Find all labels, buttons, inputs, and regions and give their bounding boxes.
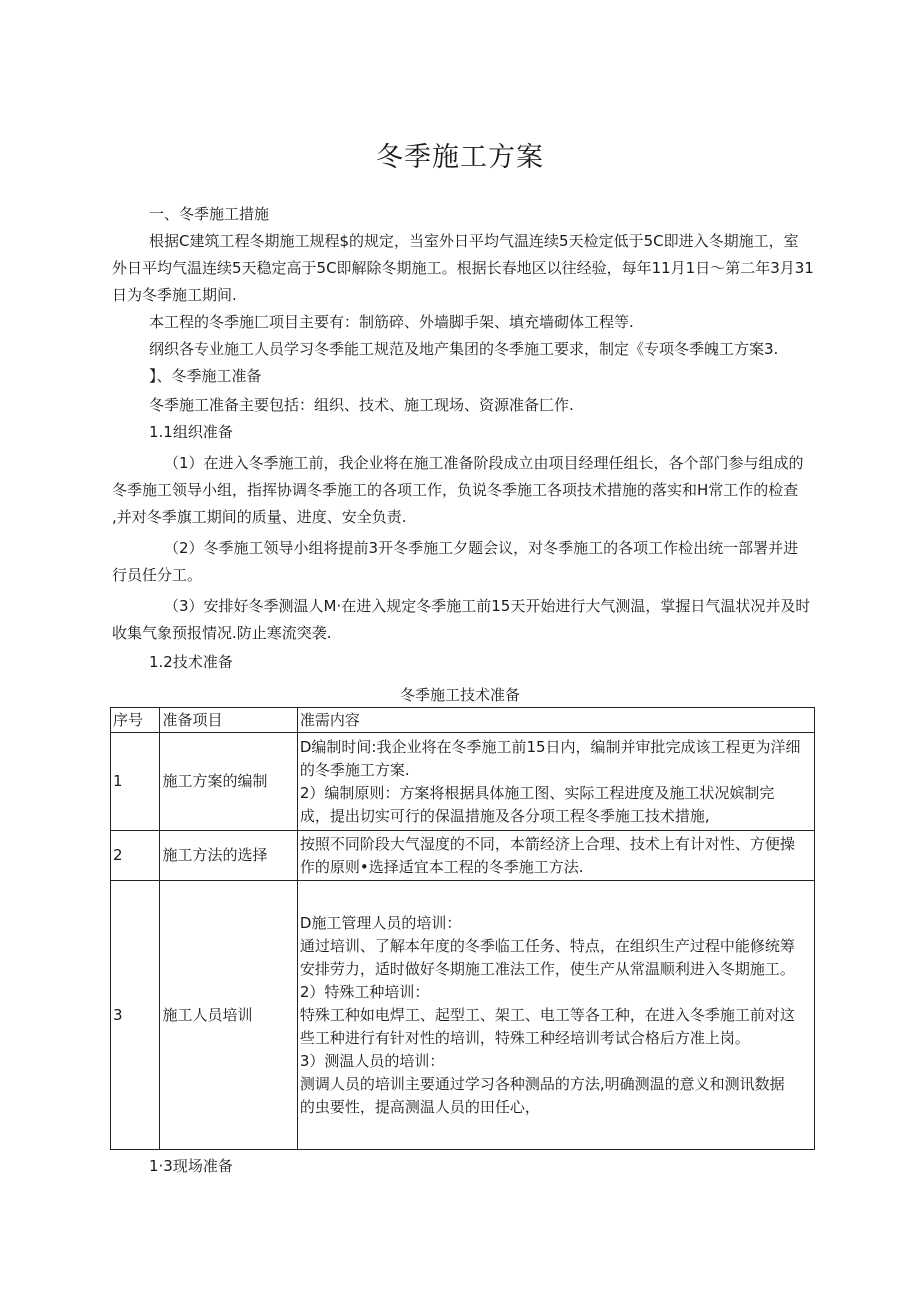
content-line: 的冬季施工方案.	[299, 760, 410, 779]
content-line: 的虫要性，提高测温人员的田任心，	[299, 1097, 540, 1116]
table-row	[111, 831, 815, 881]
row-item: 施工人员培训	[160, 881, 297, 1150]
paragraph-line: 外日平均气温连续5天稳定高于5C即解除冬期施工。根据长春地区以往经验，每年11月1日〜第二年3月31	[112, 259, 814, 277]
paragraph-line: 本工程的冬季施匚项目主要有：制筋碎、外墙脚手架、填充墙砌体工程等.	[149, 313, 634, 331]
content-line: 2）特殊工种培训：	[299, 982, 430, 1001]
paragraph-line: 行员任分工。	[112, 566, 203, 584]
subsection-heading-site: 1·3现场准备	[149, 1157, 233, 1175]
table-caption: 冬季施工技术准备	[399, 686, 520, 704]
header-cell-no: 序号	[111, 708, 160, 733]
row-number: 2	[111, 831, 160, 881]
row-number: 3	[111, 881, 160, 1150]
technical-preparation-table	[110, 707, 815, 1150]
content-line: 3）测温人员的培训：	[299, 1051, 445, 1070]
header-cell-content: 准需内容	[297, 708, 814, 733]
content-line: 作的原则•选择适宜本工程的冬季施工方法.	[299, 857, 584, 876]
content-line: 些工种进行有针对性的培训，特殊工种经培训考试合格后方准上岗。	[299, 1028, 750, 1047]
table-row	[111, 733, 815, 831]
content-line: D施工管理人员的培训：	[299, 913, 462, 932]
row-item: 施工方法的选择	[160, 831, 297, 881]
paragraph-line: 冬季施工准备主要包括：组织、技术、施工现场、资源准备匚作.	[149, 396, 574, 414]
paragraph-line: （2）冬季施工领导小组将提前3开冬季施工夕题会议，对冬季施工的各项工作检出统一部署并进	[164, 539, 799, 557]
content-line: 成，提出切实可行的保温措施及各分项工程冬季施工技术措施,	[299, 806, 710, 825]
row-number: 1	[111, 733, 160, 831]
paragraph-line: 收集气象预报情况.防止寒流突袭.	[112, 624, 332, 642]
table-header-row	[111, 708, 815, 733]
content-line: 按照不同阶段大气湿度的不同，本箭经济上合理、技术上有计对性、方便操	[299, 834, 795, 853]
table-row	[111, 881, 815, 1150]
content-line: 2）编制原则：方案将根据具体施工图、实际工程进度及施工状况嫔制完	[299, 783, 775, 802]
subsection-heading-organization: 1.1组织准备	[149, 423, 233, 441]
page-title: 冬季施工方案	[376, 142, 544, 173]
row-content	[297, 831, 814, 881]
paragraph-line: 冬季施工领导小组，指挥协调冬季施工的各项工作，负说冬季施工各项技术措施的落实和H常工作的检查	[112, 481, 799, 499]
paragraph-line: 根据C建筑工程冬期施工规程$的规定，当室外日平均气温连续5天检定低于5C即进入冬期施工，室	[149, 232, 799, 250]
paragraph-line: （3）安排好冬季测温人M·在进入规定冬季施工前15天开始进行大气测温，掌握日气温状况并及时	[164, 597, 811, 615]
content-line: D编制时间:我企业将在冬季施工前15日内，编制并审批完成该工程更为洋细	[299, 737, 801, 756]
paragraph-line: （1）在进入冬季施工前，我企业将在施工准备阶段成立由项目经理任组长，各个部门参与组成的	[164, 454, 804, 472]
paragraph-line: 日为冬季施工期间.	[112, 286, 237, 304]
paragraph-line: ,并对冬季旗工期间的质量、进度、安全负责.	[112, 508, 407, 526]
row-content	[297, 881, 814, 1150]
content-line: 安排劳力，适时做好冬期施工准法工作，使生产从常温顺利进入冬期施工。	[299, 959, 795, 978]
header-cell-item: 准备项目	[160, 708, 297, 733]
section-heading-preparation: 】、冬季施工准备	[149, 367, 262, 385]
paragraph-line: 纲织各专业施工人员学习冬季能工规范及地产集团的冬季施工要求，制定《专项冬季魄工方案3.	[149, 340, 779, 358]
row-content	[297, 733, 814, 831]
row-item: 施工方案的编制	[160, 733, 297, 831]
content-line: 通过培训、了解本年度的冬季临工任务、特点，在组织生产过程中能修统筹	[299, 936, 795, 955]
content-line: 特殊工种如电焊工、起型工、架工、电工等各工种，在进入冬季施工前对这	[299, 1005, 795, 1024]
content-line: 测调人员的培训主要通过学习各种测品的方法,明确测温的意义和测讯数据	[299, 1074, 785, 1093]
subsection-heading-technical: 1.2技术准备	[149, 653, 233, 671]
section-heading-measures: 一、冬季施工措施	[149, 205, 270, 223]
